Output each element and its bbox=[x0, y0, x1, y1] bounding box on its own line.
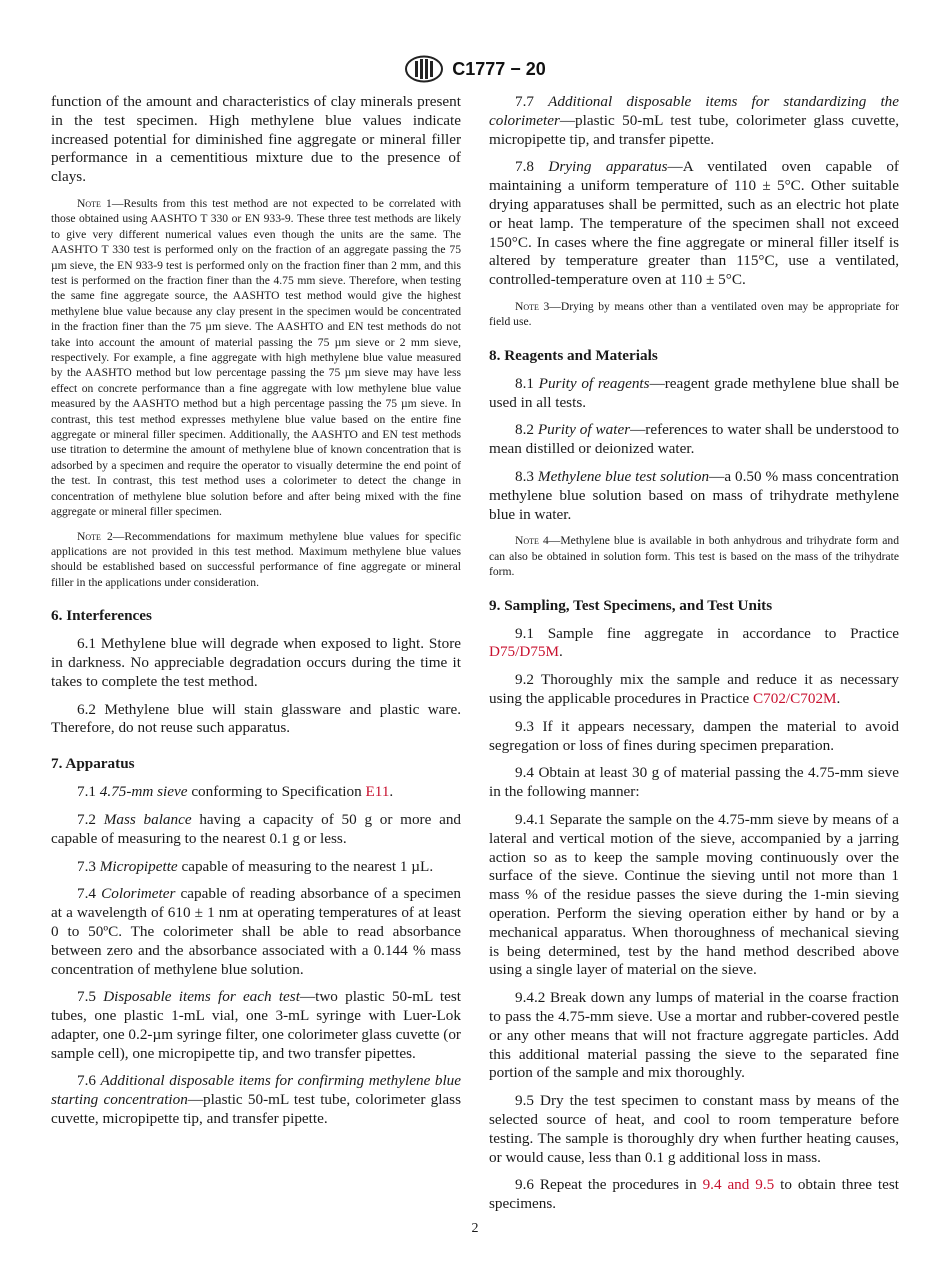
section-heading-interferences: 6. Interferences bbox=[51, 607, 152, 625]
astm-logo-icon bbox=[404, 55, 444, 83]
paragraph-9-5: 9.5 Dry the test specimen to constant mass by means of the selected source of heat, and cool to room temperature before testing. The sample is thoroughly dry when further heating causes, or would cause, less than 0.1 g additional loss in mass. bbox=[489, 1092, 899, 1166]
right-column bbox=[489, 93, 899, 1223]
note-1: Note 1—Results from this test method are not expected to be correlated with those obtained using AASHTO T 330 or EN 933-9. These three test methods are likely to give very different numerical values even though the units are the same. The AASHTO T 330 test is performed only on the fraction of an aggregate passing the 75 µm sieve, the EN 933-9 test is performed only on the fraction finer than 2 mm, and this test is performed on the fraction finer than the 4.75 mm sieve. Therefore, when testing the same fine aggregate source, the AASHTO test method would give the highest methylene blue value because any clay present in the specimen would be concentrated in the fraction finer than the 75 µm sieve. The AASHTO and EN test methods do not take into account the amount of material passing the 75 µm sieve or 2 mm sieve, respectively. For example, a fine aggregate with high methylene blue value measured by the AASHTO method but low percentage passing the 75 µm sieve may have less effect on concrete performance than a fine aggregate with low methylene blue value measured by the AASHTO method but a high percentage passing the 75 µm sieve. In contrast, this test method expresses methylene blue value based on the entire fine aggregate or mineral filler specimen. Additionally, the AASHTO and EN test methods use titration to determine the amount of methylene blue of known concentration that is adsorbed by a specimen and require the operator to visually determine the end point of the test. In contrast, this test method uses a colorimeter to detect the change in concentration of methylene blue solution before and after being mixed with the fine aggregate or mineral filler specimen. bbox=[51, 196, 462, 519]
paragraph-6-1: 6.1 Methylene blue will degrade when exposed to light. Store in darkness. No appreciable degradation occurs during the time it takes to complete the test method. bbox=[51, 635, 461, 690]
paragraph-9-3: 9.3 If it appears necessary, dampen the material to avoid segregation or loss of fines during specimen preparation. bbox=[489, 717, 899, 754]
paragraph-8-1: 8.1 Purity of reagents—reagent grade methylene blue shall be used in all tests. bbox=[489, 374, 900, 411]
note-label: Note 3 bbox=[515, 299, 550, 313]
paragraph-7-2: 7.2 Mass balance having a capacity of 50 g or more and capable of measuring to the nearest 0.1 g or less. bbox=[51, 810, 462, 847]
page-header bbox=[0, 54, 950, 84]
link-e11[interactable]: E11 bbox=[365, 783, 390, 801]
note-4: Note 4—Methylene blue is available in both anhydrous and trihydrate form and can also be obtained in solution form. This test is based on the mass of the trihydrate form. bbox=[489, 534, 899, 579]
paragraph-7-5: 7.5 Disposable items for each test—two plastic 50-mL test tubes, one plastic 1-mL vial, one 3-mL syringe with Luer-Lok adapter, one 0.2-µm syringe filter, one colorimeter glass cuvette (or sample cell), one micropipette tip, and two transfer pipettes. bbox=[51, 988, 462, 1062]
link-9-4-9-5[interactable]: 9.4 and 9.5 bbox=[702, 1176, 775, 1194]
paragraph-9-4-2: 9.4.2 Break down any lumps of material in the coarse fraction to pass the 4.75-mm sieve. Use a mortar and rubber-covered pestle or any other means that will not fracture aggregate particles. Add this additional material passing the sieve to the separated fine portion of the sample and mix thoroughly. bbox=[489, 989, 899, 1082]
document-id: C1777 − 20 bbox=[452, 58, 546, 79]
note-label: Note 4 bbox=[515, 534, 549, 548]
paragraph-9-4: 9.4 Obtain at least 30 g of material passing the 4.75-mm sieve in the following manner: bbox=[489, 764, 899, 801]
paragraph-6-2: 6.2 Methylene blue will stain glassware and plastic ware. Therefore, do not reuse such apparatus. bbox=[51, 700, 461, 737]
intro-paragraph: function of the amount and characteristics of clay minerals present in the test specimen. High methylene blue values indicate increased potential for diminished fine aggregate or mineral filler performance in a cementitious mixture due to the presence of clays. bbox=[51, 93, 461, 186]
paragraph-9-1: 9.1 Sample fine aggregate in accordance to Practice D75/D75M. bbox=[489, 624, 899, 661]
page-number: 2 bbox=[471, 1221, 479, 1236]
note-2: Note 2—Recommendations for maximum methylene blue values for specific applications are not provided in this test method. Maximum methylene blue values should be established based on successful performance of fine aggregate or mineral filler in the applications under consideration. bbox=[51, 529, 461, 589]
link-d75[interactable]: D75/D75M bbox=[489, 643, 560, 661]
paragraph-7-3: 7.3 Micropipette capable of measuring to the nearest 1 µL. bbox=[77, 857, 434, 875]
paragraph-8-3: 8.3 Methylene blue test solution—a 0.50 % mass concentration methylene blue solution based on mass of trihydrate methylene blue in water. bbox=[489, 467, 900, 523]
paragraph-9-4-1: 9.4.1 Separate the sample on the 4.75-mm sieve by means of a lateral and vertical motion of the sieve, accompanied by a jarring action so as to keep the sample moving continuously over the surface of the sieve. Continue the sieving until not more than 1 mass % of the residue passes the sieve during the 1-min sieving operation. Perform the sieving operation either by hand or by a mechanical apparatus. When thoroughness of mechanical sieving is being determined, test by the hand method described above using a single layer of material on the sieve. bbox=[489, 810, 899, 979]
left-column bbox=[51, 93, 461, 1138]
link-c702[interactable]: C702/C702M bbox=[753, 689, 837, 707]
paragraph-8-2: 8.2 Purity of water—references to water shall be understood to mean distilled or deionized water. bbox=[489, 421, 900, 458]
section-heading-apparatus: 7. Apparatus bbox=[51, 755, 135, 773]
section-heading-sampling: 9. Sampling, Test Specimens, and Test Units bbox=[489, 596, 773, 614]
paragraph-7-4: 7.4 Colorimeter capable of reading absorbance of a specimen at a wavelength of 610 ± 1 nm at operating temperatures of at least 0 to 50ºC. The colorimeter shall be able to read absorbance between zero and the absorbance associated with a 0.144 % mass concentration of methylene blue solution. bbox=[51, 885, 462, 978]
paragraph-7-8: 7.8 Drying apparatus—A ventilated oven capable of maintaining a uniform temperature of 110 ± 5°C. Other suitable drying apparatuses shall be permitted, such as an electric hot plate or heat lamp. The temperature of the specimen shall not exceed 150°C. In cases where the fine aggregate or mineral filler itself is altered by temperature greater than 115°C, use a ventilated, controlled-temperature oven at 110 ± 5°C. bbox=[489, 158, 899, 289]
note-label: Note 2 bbox=[77, 529, 113, 543]
note-label: Note 1 bbox=[77, 196, 112, 210]
note-3: Note 3—Drying by means other than a ventilated oven may be appropriate for field use. bbox=[489, 299, 899, 329]
paragraph-7-1: 7.1 4.75-mm sieve conforming to Specification E11. bbox=[77, 783, 394, 801]
paragraph-7-7: 7.7 Additional disposable items for standardizing the colorimeter—plastic 50-mL test tube, colorimeter glass cuvette, micropipette tip, and transfer pipette. bbox=[489, 93, 900, 148]
paragraph-9-2: 9.2 Thoroughly mix the sample and reduce it as necessary using the applicable procedures in Practice C702/C702M. bbox=[489, 671, 899, 707]
paragraph-9-6: 9.6 Repeat the procedures in 9.4 and 9.5 to obtain three test specimens. bbox=[489, 1176, 900, 1213]
paragraph-7-6: 7.6 Additional disposable items for confirming methylene blue starting concentration—plastic 50-mL test tube, colorimeter glass cuvette, micropipette tip, and transfer pipette. bbox=[51, 1072, 461, 1128]
section-heading-reagents: 8. Reagents and Materials bbox=[489, 346, 658, 364]
